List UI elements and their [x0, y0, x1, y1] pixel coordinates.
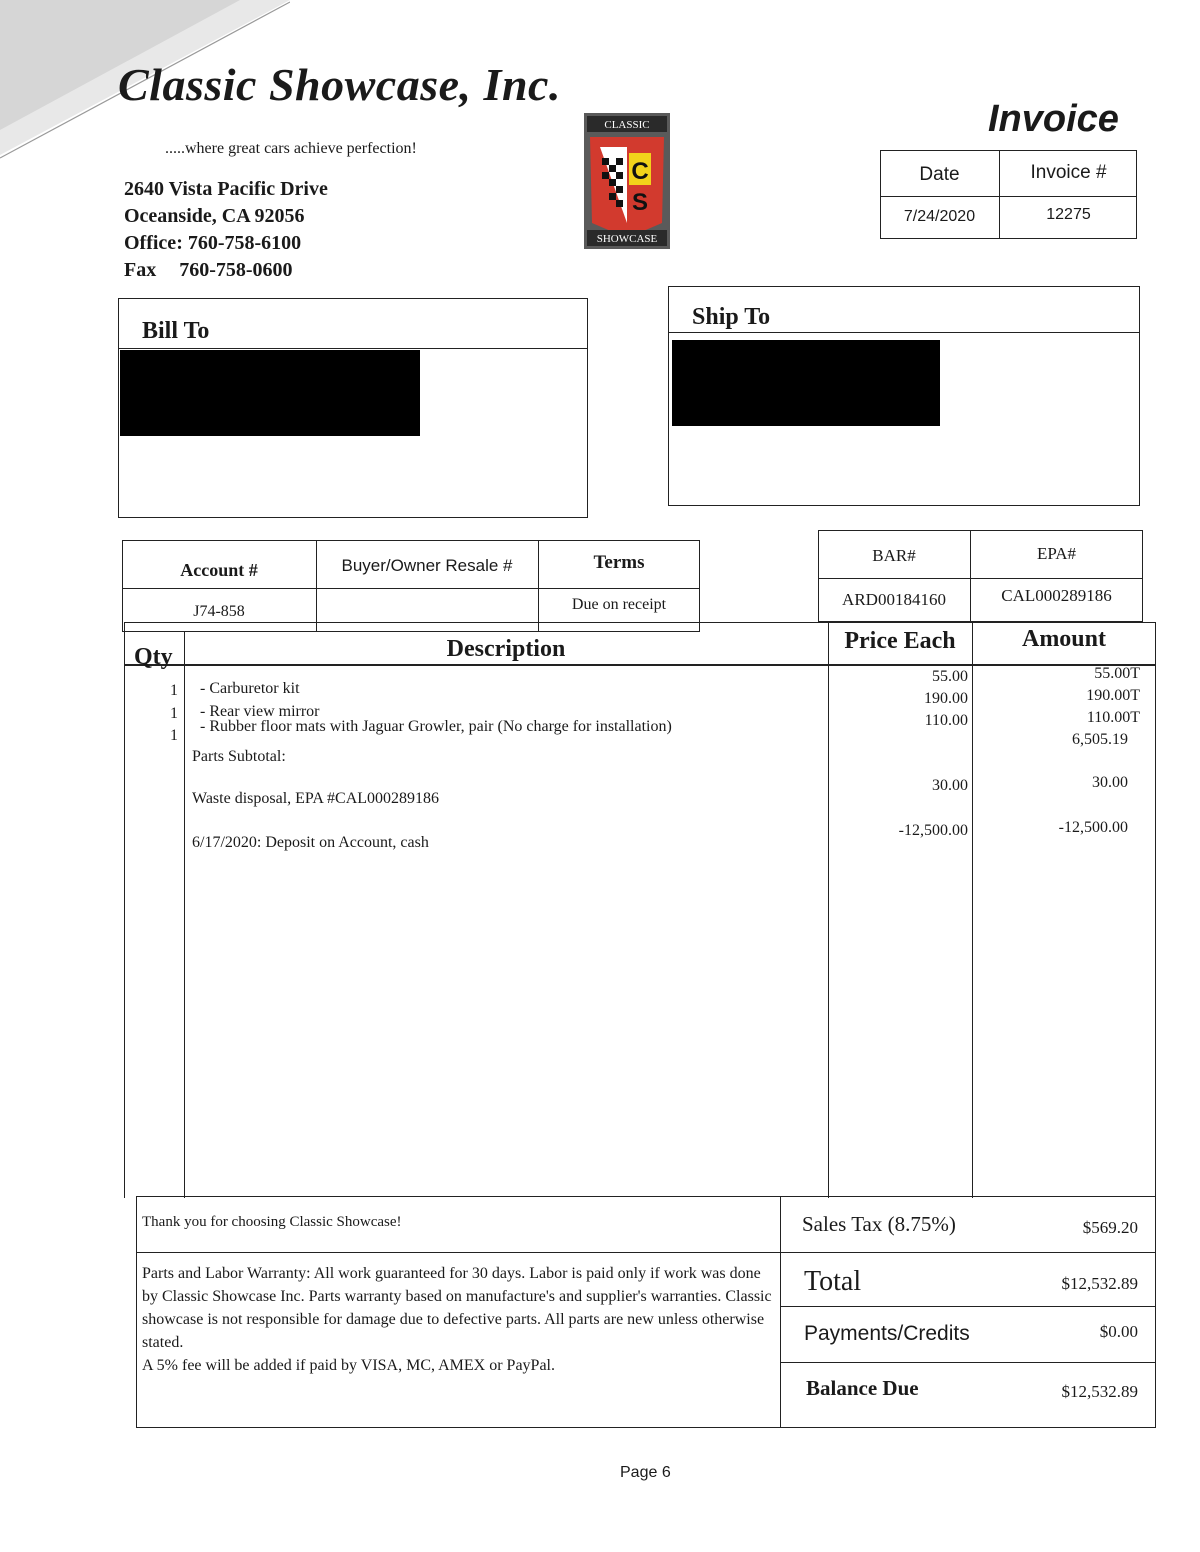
row-3-amount: 110.00T	[1086, 709, 1140, 726]
company-fax	[124, 259, 293, 282]
row-4-amount: 6,505.19	[1072, 731, 1128, 748]
balance-due-value: $12,532.89	[1061, 1382, 1138, 1401]
logo-top-text: CLASSIC	[604, 119, 650, 131]
warranty-paragraph: Parts and Labor Warranty: All work guaranteed for 30 days. Labor is paid only if work was done by Classic Showcase Inc. Parts warranty based on manufacture's and supplier's warranties. Classic showcase is not responsible for damage due to defective parts. All parts are new unless otherwise stated.	[142, 1265, 772, 1351]
epa-label: EPA#	[1036, 544, 1077, 563]
row-1-amount: 55.00T	[1094, 665, 1140, 682]
total-label: Total	[804, 1266, 862, 1297]
row-6-price: -12,500.00	[898, 822, 968, 839]
price-each-header: Price Each	[844, 628, 956, 654]
bar-label: BAR#	[872, 546, 916, 565]
bar-number: ARD00184160	[842, 590, 946, 609]
date-label: Date	[919, 164, 960, 185]
row-3-description: - Rubber floor mats with Jaguar Growler, pair (No charge for installation)	[200, 718, 672, 735]
logo-letter-s: S	[631, 189, 649, 216]
balance-due-label: Balance Due	[806, 1376, 919, 1400]
warranty-text	[142, 1262, 776, 1377]
company-address-line1: 2640 Vista Pacific Drive	[124, 178, 328, 200]
sales-tax-label: Sales Tax (8.75%)	[802, 1212, 956, 1236]
payments-credits-label: Payments/Credits	[804, 1322, 970, 1345]
terms-label: Terms	[593, 552, 645, 573]
resale-label: Buyer/Owner Resale #	[341, 556, 513, 575]
epa-number: CAL000289186	[1001, 586, 1112, 605]
logo-bottom-text: SHOWCASE	[596, 233, 658, 245]
logo-letter-c: C	[631, 158, 649, 185]
bill-to-redaction	[120, 350, 420, 436]
row-5-amount: 30.00	[1092, 774, 1128, 791]
fax-label: Fax	[124, 259, 157, 281]
fax-number: 760-758-0600	[179, 259, 293, 281]
row-5-description: Waste disposal, EPA #CAL000289186	[192, 790, 440, 807]
logo-shield-icon	[584, 113, 670, 249]
row-2-amount: 190.00T	[1086, 687, 1140, 704]
row-1-qty: 1	[170, 682, 178, 699]
amount-header: Amount	[1021, 626, 1106, 652]
account-label: Account #	[180, 560, 258, 580]
row-3-price: 110.00	[924, 712, 968, 729]
row-1-description: - Carburetor kit	[200, 680, 300, 697]
invoice-number-label: Invoice #	[1030, 162, 1107, 183]
card-fee-note: A 5% fee will be added if paid by VISA, MC, AMEX or PayPal.	[142, 1357, 555, 1374]
company-logo	[584, 113, 670, 249]
row-6-description: 6/17/2020: Deposit on Account, cash	[192, 834, 429, 851]
row-6-amount: -12,500.00	[1058, 819, 1128, 836]
ship-to-redaction	[672, 340, 940, 426]
company-name: Classic Showcase, Inc.	[118, 59, 561, 110]
sales-tax-value: $569.20	[1082, 1218, 1138, 1237]
invoice-title: Invoice	[988, 98, 1119, 140]
page-number: Page 6	[620, 1464, 671, 1481]
bill-to-title: Bill To	[142, 318, 210, 344]
row-3-qty: 1	[170, 727, 178, 744]
total-value: $12,532.89	[1061, 1274, 1138, 1293]
invoice-date: 7/24/2020	[903, 208, 976, 225]
row-4-description: Parts Subtotal:	[192, 748, 286, 765]
company-address-line2: Oceanside, CA 92056	[124, 205, 305, 227]
company-office-phone: Office: 760-758-6100	[124, 232, 302, 254]
row-2-price: 190.00	[924, 690, 968, 707]
description-header: Description	[446, 636, 566, 662]
qty-header: Qty	[134, 644, 173, 670]
row-5-price: 30.00	[932, 777, 968, 794]
ship-to-title: Ship To	[692, 304, 771, 330]
account-number: J74-858	[193, 603, 245, 620]
company-tagline: .....where great cars achieve perfection!	[165, 140, 417, 157]
terms-value: Due on receipt	[571, 596, 667, 613]
row-1-price: 55.00	[932, 668, 968, 685]
invoice-number: 12275	[1046, 206, 1091, 223]
payments-credits-value: $0.00	[1099, 1322, 1138, 1341]
thank-you-text: Thank you for choosing Classic Showcase!	[142, 1214, 402, 1230]
row-2-description: - Rear view mirror	[200, 703, 320, 720]
row-2-qty: 1	[170, 705, 178, 722]
